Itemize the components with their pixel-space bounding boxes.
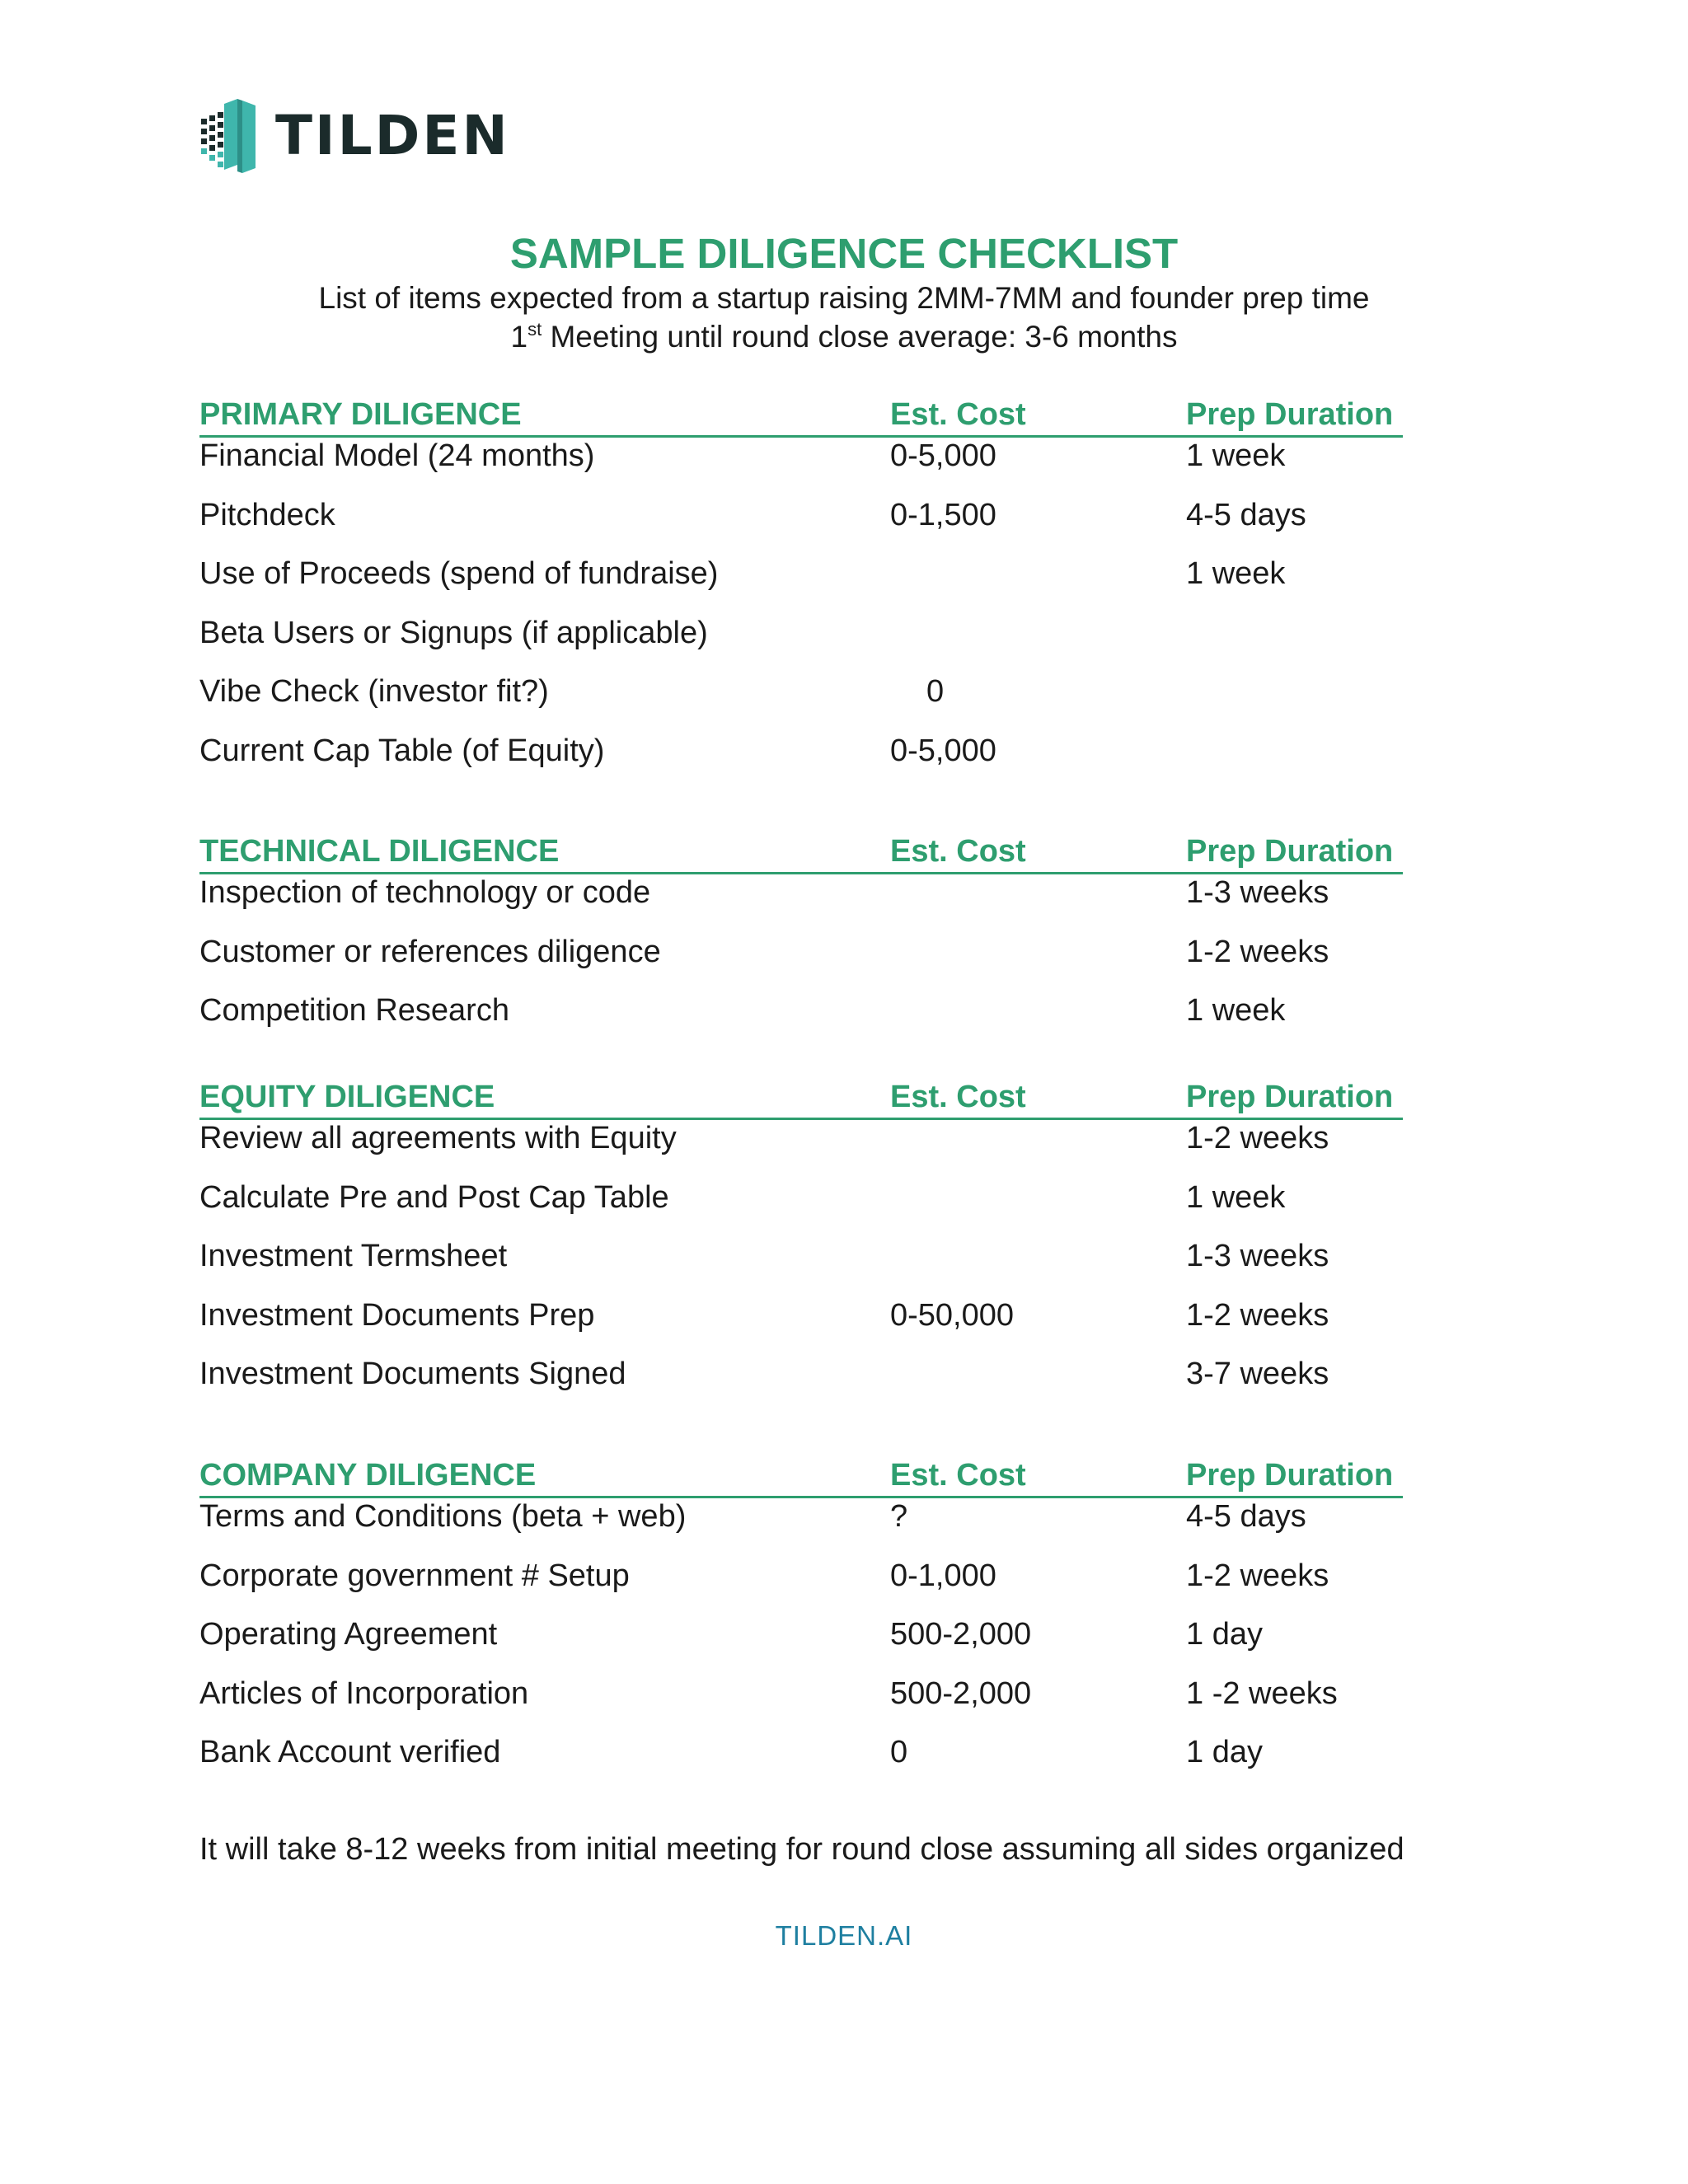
row-item: Vibe Check (investor fit?) xyxy=(199,674,549,709)
table-row xyxy=(199,1734,1403,1793)
table-row xyxy=(199,1120,1403,1179)
subtitle-rest: Meeting until round close average: 3-6 months xyxy=(542,320,1178,354)
row-cost: 0 xyxy=(926,674,945,709)
row-item: Review all agreements with Equity xyxy=(199,1121,677,1155)
row-duration: 1 day xyxy=(1186,1617,1263,1652)
table-row xyxy=(199,733,1403,792)
subtitle-line-1: List of items expected from a startup raising 2MM-7MM and founder prep time xyxy=(318,281,1370,315)
cost-column-header: Est. Cost xyxy=(890,834,1026,869)
row-duration: 1 week xyxy=(1186,438,1286,473)
page-title: SAMPLE DILIGENCE CHECKLIST xyxy=(509,230,1179,277)
row-item: Bank Account verified xyxy=(199,1735,501,1769)
row-duration: 4-5 days xyxy=(1186,1499,1306,1534)
subtitle-prefix: 1 xyxy=(510,320,528,354)
table-row xyxy=(199,555,1403,615)
row-cost: 0 xyxy=(890,1735,908,1769)
section-heading: COMPANY DILIGENCE xyxy=(199,1458,537,1493)
row-duration: 1 -2 weeks xyxy=(1186,1675,1338,1711)
row-item: Competition Research xyxy=(199,993,509,1028)
row-duration: 1 day xyxy=(1186,1735,1263,1769)
row-duration: 1-2 weeks xyxy=(1186,1121,1329,1155)
row-cost: 500-2,000 xyxy=(890,1617,1032,1652)
section-heading: TECHNICAL DILIGENCE xyxy=(199,834,560,869)
table-row xyxy=(199,1297,1403,1357)
logo xyxy=(199,99,510,173)
table-row xyxy=(199,1498,1403,1558)
section-header xyxy=(199,1456,1403,1498)
row-cost: 0-1,000 xyxy=(890,1558,996,1593)
table-row xyxy=(199,673,1403,733)
table-row xyxy=(199,1179,1403,1239)
row-item: Financial Model (24 months) xyxy=(199,438,595,473)
row-duration: 1-3 weeks xyxy=(1186,1239,1329,1273)
tilden-logo-icon xyxy=(199,99,262,173)
duration-column-header: Prep Duration xyxy=(1186,397,1394,432)
section-equity-diligence xyxy=(199,1078,1403,1415)
cost-column-header: Est. Cost xyxy=(890,1458,1026,1493)
row-duration: 1-3 weeks xyxy=(1186,875,1329,910)
row-duration: 1 week xyxy=(1186,993,1286,1028)
row-cost: ? xyxy=(890,1499,908,1534)
table-row xyxy=(199,1558,1403,1617)
subtitle-superscript: st xyxy=(528,319,542,340)
table-row xyxy=(199,497,1403,556)
row-duration: 3-7 weeks xyxy=(1186,1357,1329,1391)
row-duration: 4-5 days xyxy=(1186,497,1306,532)
duration-column-header: Prep Duration xyxy=(1186,1080,1394,1114)
row-item: Use of Proceeds (spend of fundraise) xyxy=(199,556,719,591)
cost-column-header: Est. Cost xyxy=(890,1080,1026,1114)
table-row xyxy=(199,934,1403,993)
row-cost: 500-2,000 xyxy=(890,1675,1032,1711)
table-row xyxy=(199,438,1403,497)
table-row xyxy=(199,1356,1403,1415)
table-row xyxy=(199,1675,1403,1735)
row-item: Investment Termsheet xyxy=(199,1239,508,1273)
row-duration: 1-2 weeks xyxy=(1186,1558,1329,1593)
row-item: Customer or references diligence xyxy=(199,934,661,969)
row-item: Inspection of technology or code xyxy=(199,875,651,910)
table-row xyxy=(199,615,1403,674)
section-header xyxy=(199,396,1403,438)
row-item: Articles of Incorporation xyxy=(199,1675,529,1711)
row-duration: 1 week xyxy=(1186,556,1286,591)
row-item: Investment Documents Signed xyxy=(199,1357,626,1391)
footer-note: It will take 8-12 weeks from initial meeting for round close assuming all sides organized xyxy=(199,1832,1404,1867)
section-header xyxy=(199,1078,1403,1120)
row-item: Current Cap Table (of Equity) xyxy=(199,733,605,768)
row-duration: 1-2 weeks xyxy=(1186,934,1329,969)
footer-link[interactable]: TILDEN.AI xyxy=(775,1920,913,1951)
row-item: Beta Users or Signups (if applicable) xyxy=(199,615,708,650)
subtitle-line-2 xyxy=(0,319,1688,359)
row-cost: 0-5,000 xyxy=(890,733,996,768)
row-item: Calculate Pre and Post Cap Table xyxy=(199,1179,669,1215)
section-primary-diligence xyxy=(199,396,1403,791)
table-row xyxy=(199,874,1403,934)
section-technical-diligence xyxy=(199,832,1403,1052)
section-header xyxy=(199,832,1403,874)
row-cost: 0-1,500 xyxy=(890,497,996,532)
table-row xyxy=(199,1616,1403,1675)
row-item: Pitchdeck xyxy=(199,497,335,532)
row-item: Corporate government # Setup xyxy=(199,1558,630,1593)
row-item: Investment Documents Prep xyxy=(199,1297,595,1333)
row-item: Operating Agreement xyxy=(199,1617,498,1652)
row-cost: 0-50,000 xyxy=(890,1297,1015,1333)
section-heading: EQUITY DILIGENCE xyxy=(199,1080,495,1114)
row-item: Terms and Conditions (beta + web) xyxy=(199,1499,687,1534)
row-duration: 1 week xyxy=(1186,1179,1286,1215)
table-row xyxy=(199,992,1403,1052)
row-cost: 0-5,000 xyxy=(890,438,996,473)
section-heading: PRIMARY DILIGENCE xyxy=(199,397,522,432)
table-row xyxy=(199,1238,1403,1297)
logo-text: TILDEN xyxy=(275,104,510,167)
duration-column-header: Prep Duration xyxy=(1186,1458,1394,1493)
cost-column-header: Est. Cost xyxy=(890,397,1026,432)
section-company-diligence xyxy=(199,1456,1403,1793)
row-duration: 1-2 weeks xyxy=(1186,1297,1329,1333)
duration-column-header: Prep Duration xyxy=(1186,834,1394,869)
